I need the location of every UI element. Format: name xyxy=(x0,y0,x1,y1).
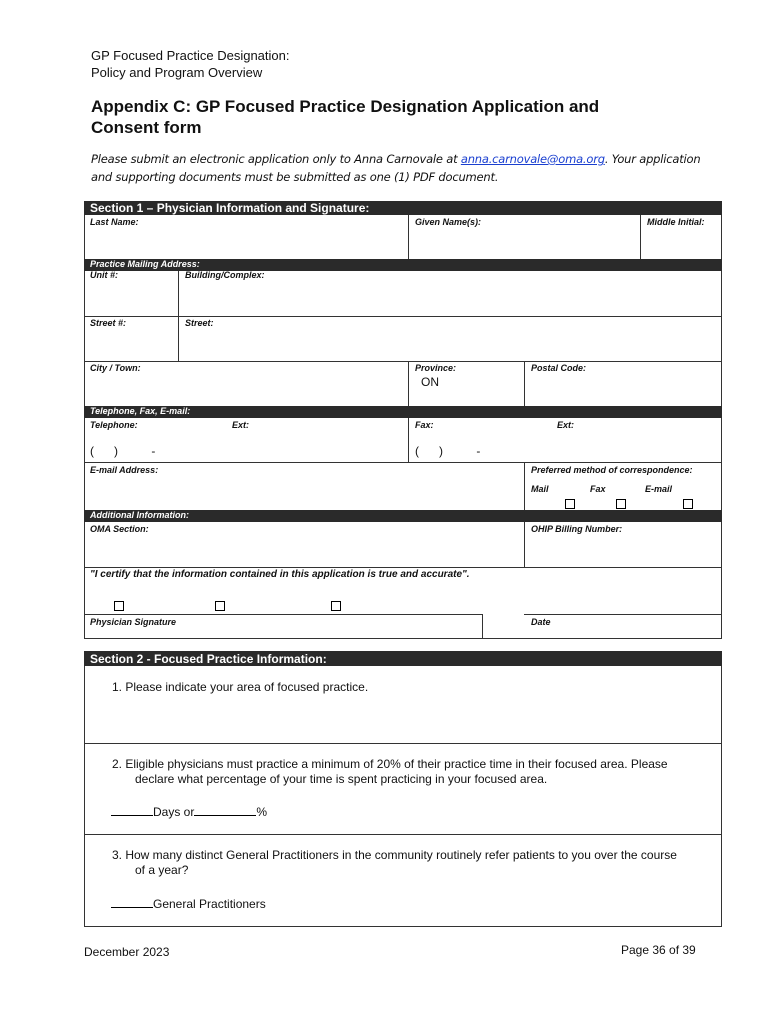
gp-label: General Practitioners xyxy=(153,897,266,911)
question-3-line1: 3. How many distinct General Practitioners in the community routinely refer patients to you over the course xyxy=(112,848,677,862)
percent-blank[interactable] xyxy=(194,805,256,816)
intro-text-post: . Your application xyxy=(604,152,701,166)
city-field[interactable] xyxy=(90,375,402,403)
signature-checkbox-3[interactable] xyxy=(331,601,341,611)
date-label: Date xyxy=(531,617,551,627)
building-label: Building/Complex: xyxy=(185,270,265,280)
question-2-line2: declare what percentage of your time is spent practicing in your focused area. xyxy=(135,772,548,786)
running-header-line2: Policy and Program Overview xyxy=(91,65,263,80)
oma-section-label: OMA Section: xyxy=(90,524,149,534)
percentage-answer xyxy=(111,805,267,820)
signature-checkbox-2[interactable] xyxy=(215,601,225,611)
contact-bar: Telephone, Fax, E-mail: xyxy=(84,406,722,418)
gp-count-blank[interactable] xyxy=(111,897,153,908)
additional-info-bar: Additional Information: xyxy=(84,510,722,522)
middle-initial-label: Middle Initial: xyxy=(647,217,705,227)
province-label: Province: xyxy=(415,363,457,373)
city-label: City / Town: xyxy=(90,363,141,373)
section1-form xyxy=(84,201,722,639)
street-label: Street: xyxy=(185,318,214,328)
street-number-label: Street #: xyxy=(90,318,127,328)
oma-section-field[interactable] xyxy=(90,537,520,565)
given-names-label: Given Name(s): xyxy=(415,217,482,227)
unit-field[interactable] xyxy=(90,283,174,313)
days-blank[interactable] xyxy=(111,805,153,816)
email-label: E-mail Address: xyxy=(90,465,159,475)
fax-checkbox[interactable] xyxy=(616,499,626,509)
telephone-label: Telephone: xyxy=(90,420,138,430)
email-option-label: E-mail xyxy=(645,484,673,494)
mail-checkbox[interactable] xyxy=(565,499,575,509)
street-field[interactable] xyxy=(184,331,714,359)
percent-label: % xyxy=(256,805,268,819)
section2-header: Section 2 - Focused Practice Information: xyxy=(84,651,722,666)
building-field[interactable] xyxy=(184,283,714,313)
fax-field[interactable]: ( ) - xyxy=(415,444,481,458)
physician-signature-label: Physician Signature xyxy=(90,617,177,627)
section1-header: Section 1 – Physician Information and Signature: xyxy=(84,201,722,215)
certification-statement: "I certify that the information contained in this application is true and accurate". xyxy=(90,569,470,580)
signature-checkbox-1[interactable] xyxy=(114,601,124,611)
contact-email-link[interactable]: anna.carnovale@oma.org xyxy=(460,152,605,166)
postal-code-label: Postal Code: xyxy=(531,363,587,373)
question-1: 1. Please indicate your area of focused practice. xyxy=(112,680,369,694)
fax-label: Fax: xyxy=(415,420,434,430)
focused-practice-field[interactable] xyxy=(112,699,712,739)
ohip-billing-label: OHIP Billing Number: xyxy=(531,524,623,534)
email-checkbox[interactable] xyxy=(683,499,693,509)
telephone-ext-label: Ext: xyxy=(232,420,250,430)
intro-text-pre: Please submit an electronic application only to Anna Carnovale at xyxy=(91,152,461,166)
page-title-line2: Consent form xyxy=(91,118,202,137)
page-title-line1: Appendix C: GP Focused Practice Designation Application and xyxy=(91,97,600,116)
intro-line1 xyxy=(91,150,700,168)
province-value[interactable]: ON xyxy=(421,375,439,389)
postal-code-field[interactable] xyxy=(530,375,716,403)
given-names-field[interactable] xyxy=(414,229,634,257)
middle-initial-field[interactable] xyxy=(646,229,716,257)
street-number-field[interactable] xyxy=(90,331,174,359)
fax-ext-label: Ext: xyxy=(557,420,575,430)
question-2-line1: 2. Eligible physicians must practice a minimum of 20% of their practice time in their focused area. Please xyxy=(112,757,668,771)
mailing-address-bar: Practice Mailing Address: xyxy=(84,259,722,271)
ohip-billing-field[interactable] xyxy=(530,537,716,565)
email-field[interactable] xyxy=(90,477,520,507)
footer-date: December 2023 xyxy=(84,945,170,959)
preferred-correspondence-label: Preferred method of correspondence: xyxy=(531,465,693,475)
mail-option-label: Mail xyxy=(531,484,549,494)
last-name-label: Last Name: xyxy=(90,217,139,227)
footer-page-number: Page 36 of 39 xyxy=(621,943,696,957)
question-3-line2: of a year? xyxy=(135,863,189,877)
running-header-line1: GP Focused Practice Designation: xyxy=(91,48,290,63)
intro-line2: and supporting documents must be submitted as one (1) PDF document. xyxy=(91,170,499,184)
fax-option-label: Fax xyxy=(590,484,606,494)
gp-count-answer xyxy=(111,897,266,912)
section2-form xyxy=(84,651,722,927)
last-name-field[interactable] xyxy=(90,229,402,257)
days-or-label: Days or xyxy=(153,805,195,819)
telephone-field[interactable]: ( ) - xyxy=(90,444,156,458)
unit-label: Unit #: xyxy=(90,270,118,280)
